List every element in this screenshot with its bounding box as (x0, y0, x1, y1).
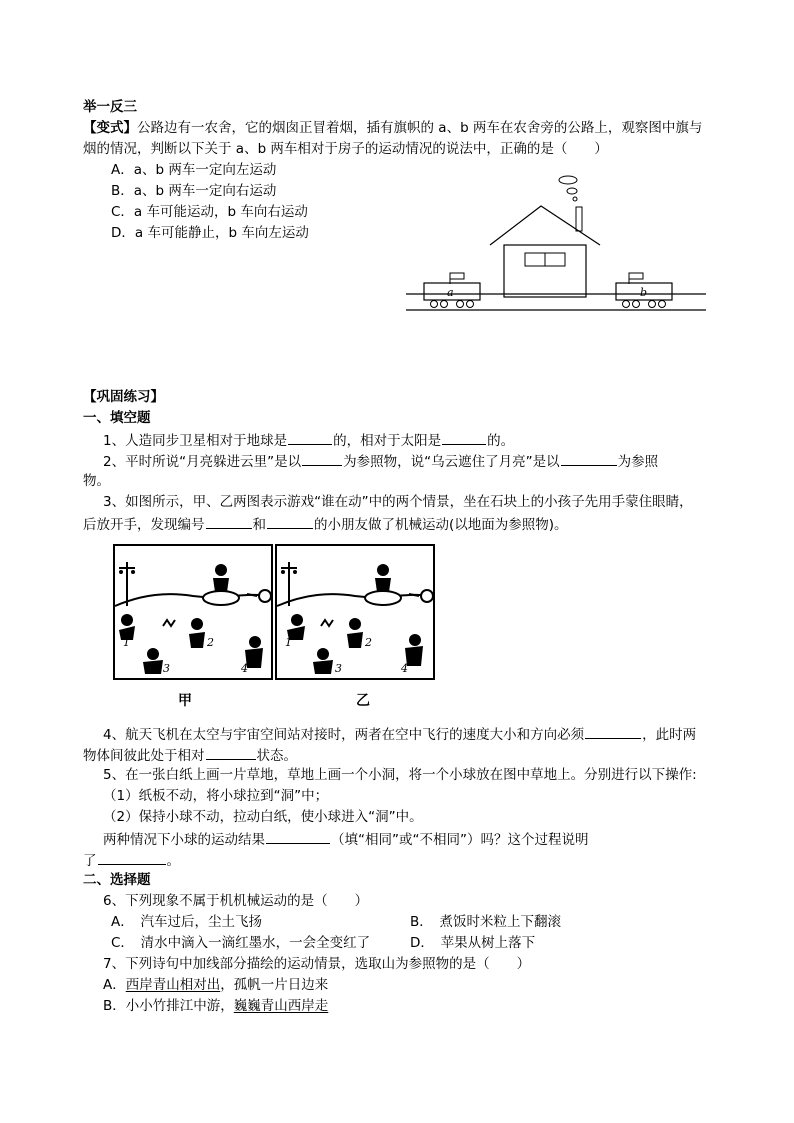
question-1: 1、人造同步卫星相对于地球是 的，相对于太阳是 的。 (103, 430, 514, 450)
svg-text:1: 1 (123, 636, 130, 649)
option-d: D．a 车可能静止，b 车向左运动 (111, 225, 309, 241)
question-5-line3: （2）保持小球不动，拉动白纸，使小球进入“洞”中。 (103, 809, 423, 825)
practice-header: 【巩固练习】 (83, 389, 164, 405)
question-5-line4: 两种情况下小球的运动结果 （填“相同”或“不相同”）吗？这个过程说明 (103, 829, 588, 849)
blank-3a[interactable] (206, 514, 252, 529)
blank-5a[interactable] (266, 829, 330, 844)
section-title: 举一反三 (83, 99, 137, 115)
blank-4b[interactable] (206, 745, 256, 760)
house-cars-illustration (400, 170, 712, 316)
question-2: 2、平时所说“月亮躲进云里”是以 为参照物，说“乌云遮住了月亮”是以 为参照 (103, 451, 658, 471)
blank-4a[interactable] (585, 724, 641, 739)
question-4-line2: 物体间彼此处于相对 状态。 (83, 745, 297, 765)
question-5-line1: 5、在一张白纸上画一片草地，草地上画一个小洞，将一个小球放在图中草地上。分别进行以下操作: (103, 767, 697, 783)
option-b: B．a、b 两车一定向右运动 (111, 183, 277, 199)
game-picture-left (113, 544, 273, 680)
car-b-label: b (640, 286, 648, 299)
blank-2b[interactable] (561, 451, 617, 466)
question-6-stem: 6、下列现象不属于机机械运动的是（ ） (103, 893, 369, 909)
blank-1b[interactable] (442, 430, 486, 445)
option-c: C．a 车可能运动，b 车向右运动 (111, 204, 308, 220)
question-4-line1: 4、航天飞机在太空与宇宙空间站对接时，两者在空中飞行的速度大小和方向必须 ，此时两 (103, 724, 696, 744)
picture-label-right: 乙 (356, 693, 370, 709)
svg-text:2: 2 (207, 636, 214, 649)
question-5-line2: （1）纸板不动，将小球拉到“洞”中； (103, 788, 329, 804)
q7-option-a: A．西岸青山相对出，孤帆一片日边来 (103, 977, 329, 993)
question-variant-line2: 烟的情况，判断以下关于 a、b 两车相对于房子的运动情况的说法中，正确的是（ ） (83, 141, 608, 157)
q7-option-b: B．小小竹排江中游，巍巍青山西岸走 (103, 998, 329, 1014)
fill-blank-title: 一、填空题 (83, 410, 151, 426)
smoke-icon (559, 176, 577, 201)
svg-text:1: 1 (285, 636, 292, 649)
q6-option-a: A． 汽车过后，尘土飞扬 (111, 914, 262, 930)
blank-2a[interactable] (302, 451, 342, 466)
question-2-cont: 物。 (83, 473, 110, 489)
variant-tag: 【变式】 (83, 120, 137, 136)
car-a-label: a (447, 286, 454, 299)
question-5-line5: 了 。 (83, 850, 180, 870)
question-7-stem: 7、下列诗句中加线部分描绘的运动情景，选取山为参照物的是（ ） (103, 956, 531, 972)
svg-text:2: 2 (365, 636, 372, 649)
svg-text:3: 3 (335, 662, 342, 675)
question-3-line2: 后放开手，发现编号 和 的小朋友做了机械运动(以地面为参照物)。 (83, 514, 568, 534)
option-a: A．a、b 两车一定向左运动 (111, 162, 277, 178)
blank-1a[interactable] (288, 430, 332, 445)
choice-title: 二、选择题 (83, 872, 151, 888)
car-a-icon (424, 273, 480, 308)
question-3-line1: 3、如图所示，甲、乙两图表示游戏“谁在动”中的两个情景，坐在石块上的小孩子先用手蒙住眼睛， (103, 494, 693, 510)
svg-text:4: 4 (401, 662, 408, 675)
q6-option-b: B． 煮饭时米粒上下翻滚 (410, 914, 562, 930)
q6-option-c: C． 清水中滴入一滴红墨水，一会全变红了 (111, 935, 371, 951)
car-b-icon (616, 273, 672, 308)
q6-option-d: D． 苹果从树上落下 (410, 935, 536, 951)
blank-3b[interactable] (267, 514, 313, 529)
svg-text:3: 3 (163, 662, 170, 675)
question-variant-line1: 【变式】公路边有一农舍，它的烟囱正冒着烟，插有旗帜的 a、b 两车在农舍旁的公路上，观察图中旗与 (83, 120, 703, 136)
game-picture-right (275, 544, 435, 680)
svg-text:4: 4 (241, 662, 248, 675)
picture-label-left: 甲 (178, 693, 192, 709)
blank-5b[interactable] (98, 850, 166, 865)
